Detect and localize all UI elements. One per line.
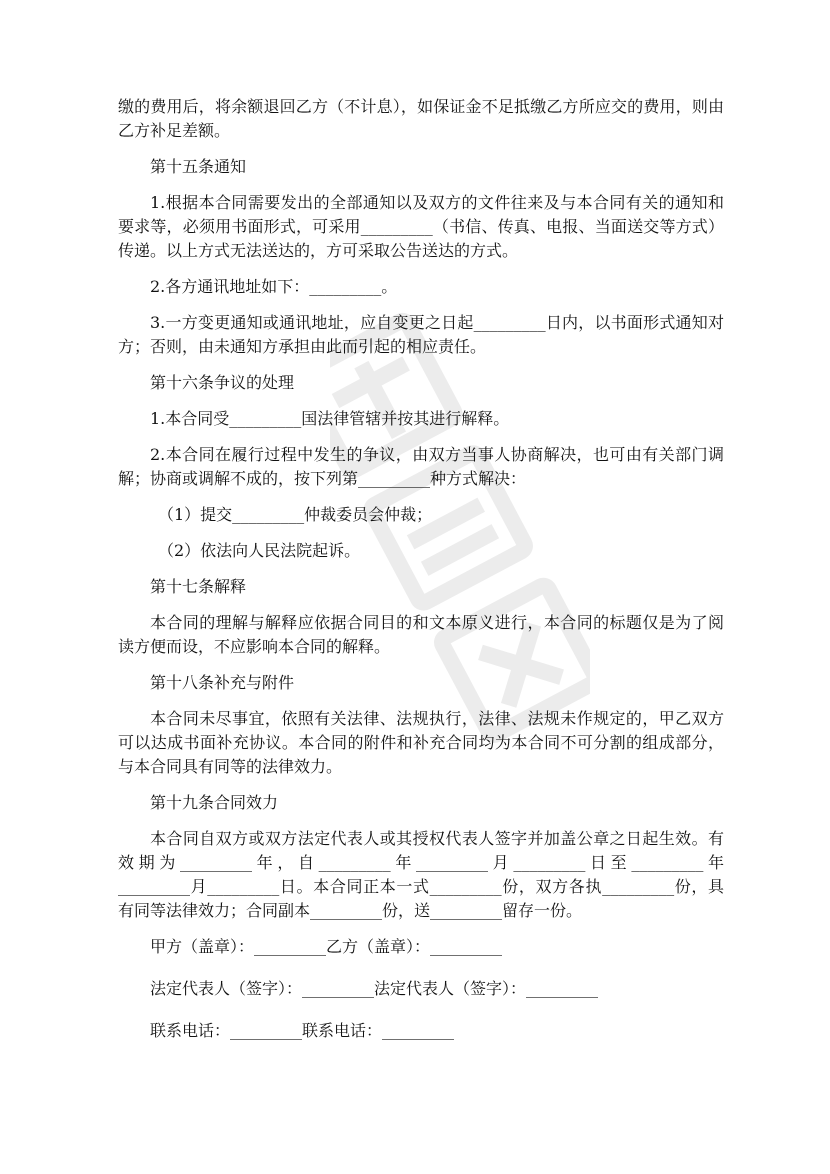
paragraph: 缴的费用后，将余额退回乙方（不计息），如保证金不足抵缴乙方所应交的费用，则由乙方补足差额。 bbox=[118, 97, 724, 140]
paragraph: 1.本合同受_________国法律管辖并按其进行解释。 bbox=[150, 409, 510, 428]
list-item: （2）依法向人民法院起诉。 bbox=[158, 541, 361, 560]
section-heading: 第十八条补充与附件 bbox=[150, 673, 295, 692]
signature-line-representative: 法定代表人（签字）：_________法定代表人（签字）：_________ bbox=[150, 979, 599, 998]
paragraph: 本合同自双方或双方法定代表人或其授权代表人签字并加盖公章之日起生效。有效期为_________年，自_________年_________月_________日至_________年_________月_________日。本合同正本一式_________份，双方各执_________份，具有同等法律效力；合同副本_________份，送_________留存一份。 bbox=[118, 829, 724, 920]
section-heading: 第十五条通知 bbox=[150, 157, 247, 176]
section-heading: 第十九条合同效力 bbox=[150, 793, 279, 812]
section-heading: 第十七条解释 bbox=[150, 577, 247, 596]
paragraph: 本合同未尽事宜，依照有关法律、法规执行，法律、法规未作规定的，甲乙双方可以达成书面补充协议。本合同的附件和补充合同均为本合同不可分割的组成部分，与本合同具有同等的法律效力。 bbox=[118, 709, 724, 776]
document-body bbox=[118, 95, 724, 1061]
paragraph: 本合同的理解与解释应依据合同目的和文本原义进行，本合同的标题仅是为了阅读方便而设，不应影响本合同的解释。 bbox=[118, 613, 724, 656]
paragraph: 3.一方变更通知或通讯地址，应自变更之日起_________日内，以书面形式通知对方；否则，由未通知方承担由此而引起的相应责任。 bbox=[118, 313, 724, 356]
paragraph: 2.本合同在履行过程中发生的争议，由双方当事人协商解决，也可由有关部门调解；协商或调解不成的，按下列第_________种方式解决： bbox=[118, 445, 724, 488]
paragraph: 2.各方通讯地址如下：_________。 bbox=[150, 277, 398, 296]
signature-line-phone: 联系电话：_________联系电话：_________ bbox=[150, 1021, 455, 1040]
list-item: （1）提交_________仲裁委员会仲裁； bbox=[158, 505, 433, 524]
section-heading: 第十六条争议的处理 bbox=[150, 373, 295, 392]
paragraph: 1.根据本合同需要发出的全部通知以及双方的文件往来及与本合同有关的通知和要求等，必须用书面形式，可采用_________（书信、传真、电报、当面送交等方式）传递。以上方式无法送达的，方可采取公告送达的方式。 bbox=[118, 193, 724, 260]
signature-line-seal: 甲方（盖章）：_________乙方（盖章）：_________ bbox=[150, 937, 503, 956]
